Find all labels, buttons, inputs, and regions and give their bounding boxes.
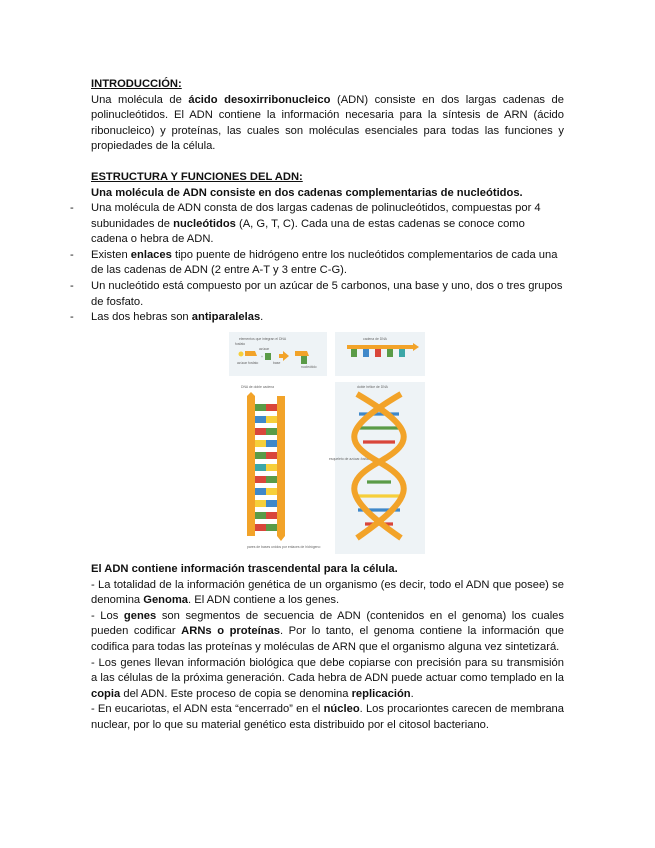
bullet-item: [70, 310, 564, 326]
label-dna-chain: cadena de DNA: [363, 337, 387, 341]
structure-bullet-list: [70, 201, 564, 326]
bullet-dash: -: [70, 311, 74, 324]
intro-text-a: Una molécula de: [91, 93, 189, 106]
functions-section: [91, 562, 564, 734]
intro-paragraph: [91, 93, 564, 155]
structure-subheading: Una molécula de ADN consiste en dos cadenas complementarias de nucleótidos.: [91, 186, 523, 199]
svg-text:+: +: [261, 355, 263, 359]
bullet-item: [70, 248, 564, 279]
label-sugar: azúcar: [259, 347, 270, 351]
bullet-text: Existen enlaces tipo puente de hidrógeno entre los nucleótidos complementarios de cada una de las cadenas de ADN (2 entre A-T y 3 entre C-G).: [91, 248, 558, 277]
label-base-pairs: pares de bases unidos por enlaces de hidrógeno: [247, 545, 321, 549]
structure-header: [91, 170, 564, 201]
bullet-item: [70, 279, 564, 310]
functions-paragraph-genome: - La totalidad de la información genética de un organismo (es decir, todo el ADN que posee) se denomina Genoma. El ADN contiene a los genes.: [91, 578, 564, 607]
label-base: base: [273, 361, 281, 365]
bullet-text: Las dos hebras son antiparalelas.: [91, 311, 264, 324]
bullet-text: Un nucleótido está compuesto por un azúcar de 5 carbonos, una base y uno, dos o tres grupos de fosfato.: [91, 279, 563, 308]
intro-term-adn: ácido desoxirribonucleico: [188, 93, 331, 106]
functions-heading: El ADN contiene información trascendental para la célula.: [91, 563, 398, 575]
label-phosphate: fosfato: [235, 342, 246, 346]
label-elements: elementos que integran el DNA: [239, 337, 287, 341]
label-sugar-phosphate: azúcar fosfato: [237, 361, 259, 365]
bullet-dash: -: [70, 279, 74, 292]
bullet-text: Una molécula de ADN consta de dos largas cadenas de polinucleótidos, compuestas por 4 subunidades de nucleótidos (A, G, T, C). Cada una de estas cadenas se conoce como cadena o hebra de ADN.: [91, 202, 541, 246]
intro-heading: INTRODUCCIÓN:: [91, 78, 182, 90]
label-double-strand: DNA de doble cadena: [241, 385, 274, 389]
bullet-dash: -: [70, 202, 74, 214]
bullet-item: [70, 201, 564, 248]
dna-structure-figure: [229, 332, 425, 554]
label-nucleotide: nucleótido: [301, 365, 317, 369]
intro-text-c: (ADN) consiste en dos largas cadenas de polinucleótidos. El ADN contiene la información necesaria para la síntesis de ARN (ácido ribonucleico) y proteínas, las cuales son moléculas esenciales para todas las funciones y propiedades de la célula.: [91, 93, 564, 153]
label-double-helix: doble hélice de DNA: [357, 385, 388, 389]
intro-section: [91, 77, 564, 155]
structure-heading: ESTRUCTURA Y FUNCIONES DEL ADN:: [91, 171, 303, 183]
functions-paragraph-replication: - Los genes llevan información biológica que debe copiarse con precisión para su transmisión a las células de la próxima generación. Cada hebra de ADN puede actuar como templado en la copia del ADN. Este proceso de copia se denomina replicación.: [91, 656, 564, 700]
bullet-dash: -: [70, 248, 74, 261]
label-backbone: esqueleto de azúcar-fosfato: [329, 457, 371, 461]
functions-paragraph-genes: - Los genes son segmentos de secuencia de ADN (contenidos en el genoma) los cuales pueden codificar ARNs o proteínas. Por lo tanto, el genoma contiene la información que codifica para todas las proteínas y moléculas de ARN que el organismo alguna vez sintetizará.: [91, 609, 565, 653]
functions-paragraph-nucleus: - En eucariotas, el ADN esta “encerrado” en el núcleo. Los procariontes carecen de membrana nuclear, por lo que su material genético esta distribuido por el citosol bacteriano.: [91, 703, 564, 731]
